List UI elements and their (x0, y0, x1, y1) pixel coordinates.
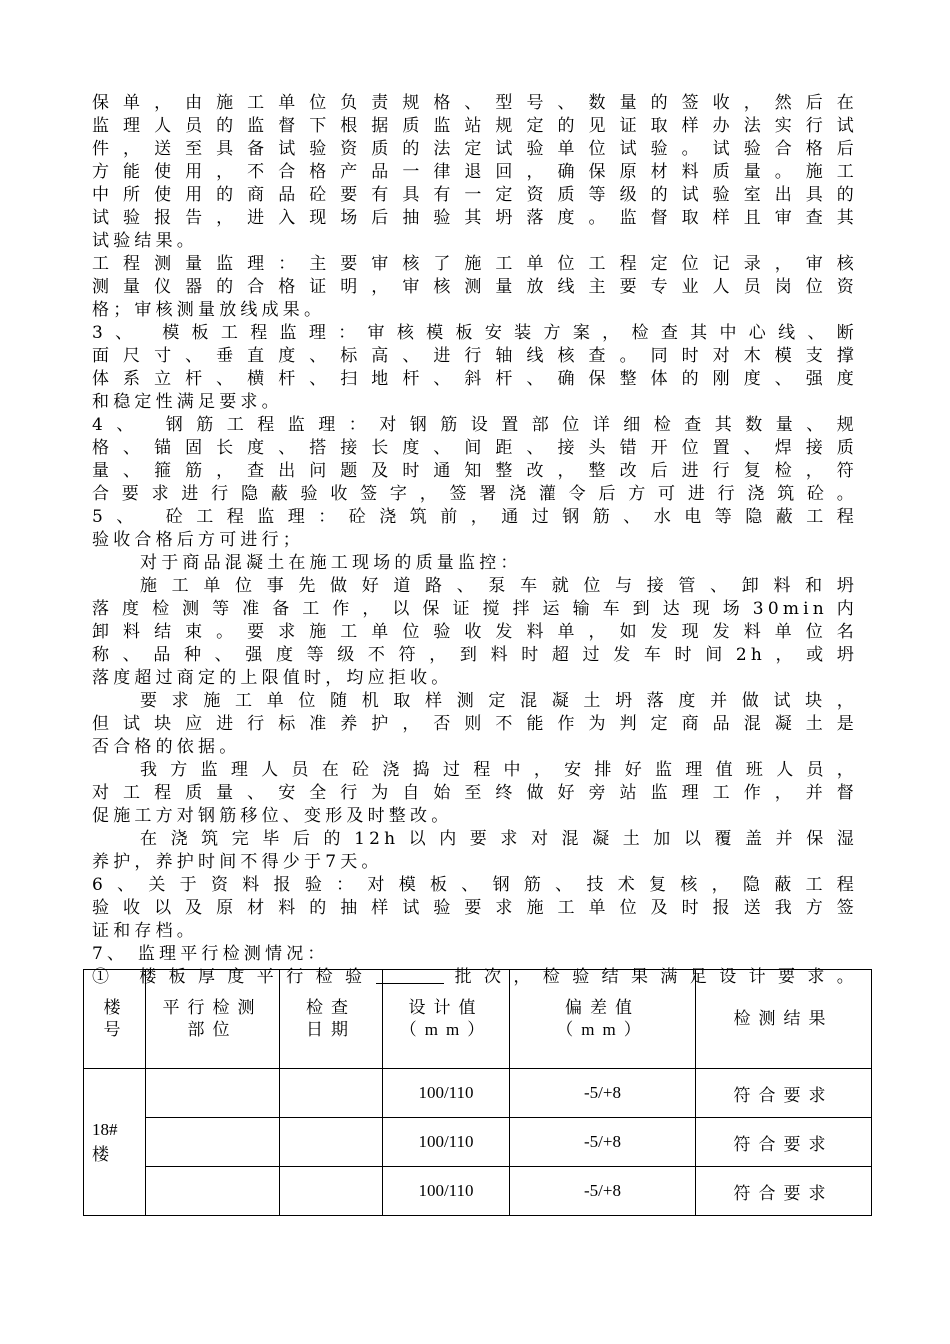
text-line: 落度超过商定的上限值时，均应拒收。 (92, 668, 453, 688)
row-1-date (280, 1069, 383, 1118)
row-1-part (146, 1069, 280, 1118)
document-body (92, 92, 858, 989)
text-line: 落度检测等准备工作，以保证搅拌运输车到达现场30min内 (92, 599, 858, 619)
text-line: 试验结果。 (92, 231, 198, 251)
row-2-result: 符合要求 (696, 1118, 872, 1167)
row-3-part (146, 1167, 280, 1216)
text-line: 称、品种、强度等级不符，到料时超过发车时间2h，或坍 (92, 645, 858, 665)
text-line: 5、 砼工程监理：砼浇筑前，通过钢筋、水电等隐蔽工程 (92, 507, 858, 527)
header-date (280, 970, 383, 1069)
header-design-text: 设计值（mm） (399, 998, 493, 1039)
header-date-text: 检查日期 (306, 998, 356, 1039)
header-design (383, 970, 510, 1069)
text-line: 量、箍筋，查出问题及时通知整改，整改后进行复检，符 (92, 461, 858, 481)
header-deviation-text: 偏差值（mm） (556, 998, 649, 1039)
header-part (146, 970, 280, 1069)
inspection-table (83, 969, 872, 1216)
text-line: 中所使用的商品砼要有具有一定资质等级的试验室出具的 (92, 185, 858, 205)
row-1-result: 符合要求 (696, 1069, 872, 1118)
text-line: 试验报告，进入现场后抽验其坍落度。监督取样且审查其 (92, 208, 858, 228)
header-deviation (510, 970, 696, 1069)
text-line: 6、关于资料报验：对模板、钢筋、技术复核，隐蔽工程 (92, 875, 858, 895)
text-line: 对工程质量、安全行为自始至终做好旁站监理工作，并督 (92, 783, 858, 803)
text-line: 4、 钢筋工程监理：对钢筋设置部位详细检查其数量、规 (92, 415, 858, 435)
text-line: 方能使用，不合格产品一律退回，确保原材料质量。施工 (92, 162, 858, 182)
row-2-design: 100/110 (383, 1118, 510, 1167)
text-line: 监理人员的监督下根据质监站规定的见证取样办法实行试 (92, 116, 858, 136)
building-cell (84, 1069, 146, 1216)
text-line: 工程测量监理：主要审核了施工单位工程定位记录，审核 (92, 254, 858, 274)
header-building (84, 970, 146, 1069)
text-line: 合要求进行隐蔽验收签字，签署浇灌令后方可进行浇筑砼。 (92, 484, 858, 504)
header-result-text: 检测结果 (733, 1009, 834, 1028)
text-line: 3、 模板工程监理：审核模板安装方案，检查其中心线、断 (92, 323, 858, 343)
text-line: 促施工方对钢筋移位、变形及时整改。 (92, 806, 453, 826)
text-line: 我方监理人员在砼浇捣过程中，安排好监理值班人员， (140, 760, 858, 780)
text-line: 证和存档。 (92, 921, 198, 941)
text-line: 对于商品混凝土在施工现场的质量监控： (140, 553, 522, 573)
row-3-deviation: -5/+8 (510, 1167, 696, 1216)
text-line: 验收合格后方可进行； (92, 530, 304, 550)
text-line: 面尺寸、垂直度、标高、进行轴线核查。同时对木模支撑 (92, 346, 858, 366)
row-2-date (280, 1118, 383, 1167)
inspection-suffix: 批次，检验结果满足设计要求。 (446, 967, 858, 987)
text-line: 验收以及原材料的抽样试验要求施工单位及时报送我方签 (92, 898, 858, 918)
text-line: 但试块应进行标准养护，否则不能作为判定商品混凝土是 (92, 714, 858, 734)
text-line: 体系立杆、横杆、扫地杆、斜杆、确保整体的刚度、强度 (92, 369, 858, 389)
row-1-design: 100/110 (383, 1069, 510, 1118)
text-line: 否合格的依据。 (92, 737, 241, 757)
row-3-design: 100/110 (383, 1167, 510, 1216)
text-line: 保单，由施工单位负责规格、型号、数量的签收，然后在 (92, 93, 858, 113)
text-line: 卸料结束。要求施工单位验收发料单，如发现发料单位名 (92, 622, 858, 642)
text-line: 和稳定性满足要求。 (92, 392, 283, 412)
text-line: 要求施工单位随机取样测定混凝土坍落度并做试块， (140, 691, 858, 711)
building-label: 18#楼 (92, 1119, 118, 1164)
header-result (696, 970, 872, 1069)
row-1-deviation: -5/+8 (510, 1069, 696, 1118)
text-line: 件，送至具备试验资质的法定试验单位试验。试验合格后 (92, 139, 858, 159)
text-line: 测量仪器的合格证明，审核测量放线主要专业人员岗位资 (92, 277, 858, 297)
text-line: 在浇筑完毕后的12h以内要求对混凝土加以覆盖并保湿 (140, 829, 858, 849)
row-2-deviation: -5/+8 (510, 1118, 696, 1167)
row-3-result: 符合要求 (696, 1167, 872, 1216)
header-part-text: 平行检测部位 (162, 998, 263, 1039)
inspection-prefix: ① 楼板厚度平行检验 (92, 967, 375, 987)
text-line: 格、锚固长度、搭接长度、间距、接头错开位置、焊接质 (92, 438, 858, 458)
header-building-text: 楼号 (103, 998, 129, 1039)
row-2-part (146, 1118, 280, 1167)
row-3-date (280, 1167, 383, 1216)
text-line: 施工单位事先做好道路、泵车就位与接管、卸料和坍 (140, 576, 858, 596)
text-line: 养护，养护时间不得少于7天。 (92, 852, 383, 872)
text-line: 7、 监理平行检测情况： (92, 944, 329, 964)
text-line: 格；审核测量放线成果。 (92, 300, 326, 320)
